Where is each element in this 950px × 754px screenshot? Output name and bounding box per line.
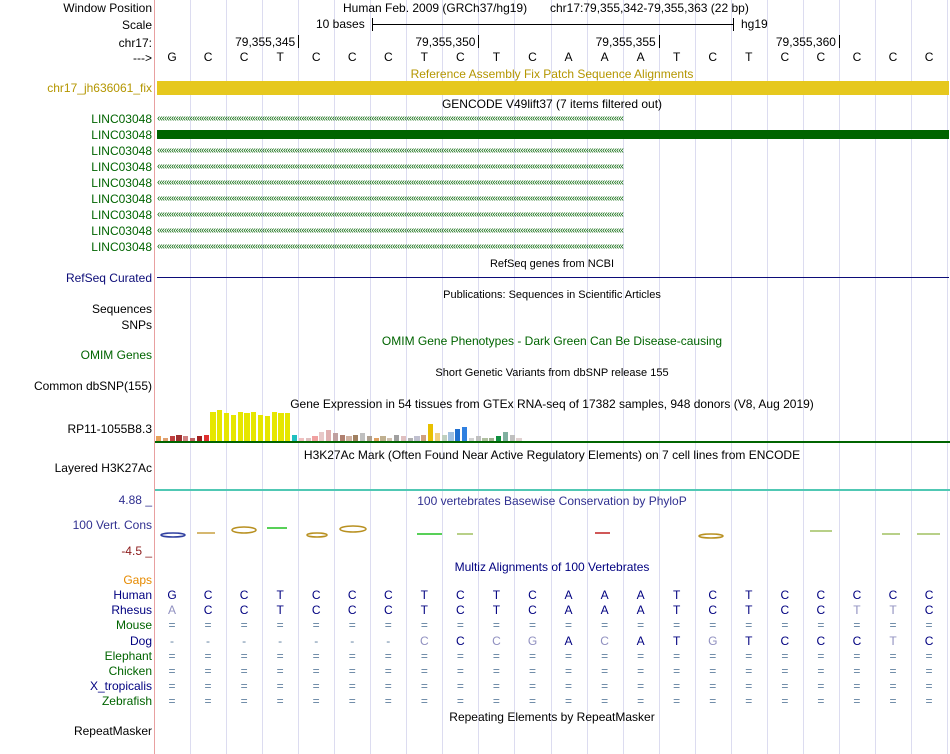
alignment-base: C	[816, 588, 826, 602]
alignment-base: =	[492, 679, 500, 694]
alignment-base: C	[708, 603, 718, 618]
reference-base: C	[780, 50, 790, 64]
alignment-base: =	[420, 664, 428, 678]
assembly-name: Human Feb. 2009 (GRCh37/hg19)	[343, 1, 528, 15]
gencode-intron-arrows[interactable]: ‹‹‹‹‹‹‹‹‹‹‹‹‹‹‹‹‹‹‹‹‹‹‹‹‹‹‹‹‹‹‹‹‹‹‹‹‹‹‹‹‹‹‹‹‹‹‹‹‹‹‹‹‹‹‹‹‹‹‹‹‹‹‹‹‹‹‹‹‹‹‹‹‹‹‹‹‹‹‹‹‹‹‹‹‹‹‹‹‹‹‹‹‹‹‹‹‹‹‹‹‹‹‹‹‹‹‹‹‹‹‹‹‹‹‹‹‹‹‹‹‹‹‹‹‹‹‹‹‹‹‹‹‹‹‹‹‹‹‹‹‹‹‹‹‹‹‹‹‹‹‹‹‹‹‹‹‹‹‹‹‹‹‹‹‹‹‹‹‹‹‹‹‹‹‹‹‹‹‹‹‹‹‹‹‹‹‹‹‹‹‹‹‹‹‹‹‹‹‹‹	[157, 114, 624, 123]
alignment-base: =	[420, 648, 428, 663]
alignment-base: =	[889, 664, 897, 678]
reference-base: T	[745, 50, 753, 64]
alignment-base: T	[420, 603, 429, 618]
gaps-label[interactable]: Gaps	[123, 573, 152, 587]
alignment-base: =	[276, 664, 284, 678]
alignment-base: A	[564, 603, 573, 618]
reference-base: A	[600, 50, 609, 64]
alignment-base: C	[492, 633, 501, 648]
gencode-intron-arrows[interactable]: ‹‹‹‹‹‹‹‹‹‹‹‹‹‹‹‹‹‹‹‹‹‹‹‹‹‹‹‹‹‹‹‹‹‹‹‹‹‹‹‹‹‹‹‹‹‹‹‹‹‹‹‹‹‹‹‹‹‹‹‹‹‹‹‹‹‹‹‹‹‹‹‹‹‹‹‹‹‹‹‹‹‹‹‹‹‹‹‹‹‹‹‹‹‹‹‹‹‹‹‹‹‹‹‹‹‹‹‹‹‹‹‹‹‹‹‹‹‹‹‹‹‹‹‹‹‹‹‹‹‹‹‹‹‹‹‹‹‹‹‹‹‹‹‹‹‹‹‹‹‹‹‹‹‹‹‹‹‹‹‹‹‹‹‹‹‹‹‹‹‹‹‹‹‹‹‹‹‹‹‹‹‹‹‹‹‹‹‹‹‹‹‹‹‹‹‹‹‹‹‹	[157, 242, 624, 251]
reference-base: C	[852, 50, 862, 64]
cons-min-label: -4.5 _	[121, 544, 152, 558]
alignment-base: =	[348, 679, 356, 694]
alignment-base: =	[168, 664, 176, 678]
alignment-base: -	[206, 633, 211, 648]
alignment-base: C	[203, 603, 213, 618]
gencode-item-label[interactable]: LINC03048	[91, 128, 152, 142]
alignment-base: T	[889, 633, 897, 648]
alignment-base: =	[420, 618, 428, 633]
alignment-base: C	[780, 633, 790, 648]
alignment-base: =	[240, 648, 248, 663]
refseq-label[interactable]: RefSeq Curated	[65, 271, 152, 285]
alignment-base: =	[853, 679, 861, 694]
species-label[interactable]: Zebrafish	[101, 694, 152, 709]
alignment-base: =	[637, 648, 645, 663]
alignment-base: G	[167, 588, 177, 602]
gtex-tissue-bar[interactable]	[278, 413, 283, 441]
alignment-base: =	[492, 694, 500, 709]
alignment-base: =	[781, 664, 789, 678]
alignment-base: =	[817, 618, 825, 633]
alignment-base: T	[673, 633, 681, 648]
gtex-tissue-bar[interactable]	[244, 413, 249, 441]
species-label[interactable]: Dog	[129, 633, 152, 648]
alignment-base: =	[781, 694, 789, 709]
alignment-base: =	[565, 694, 573, 709]
gencode-intron-arrows[interactable]: ‹‹‹‹‹‹‹‹‹‹‹‹‹‹‹‹‹‹‹‹‹‹‹‹‹‹‹‹‹‹‹‹‹‹‹‹‹‹‹‹‹‹‹‹‹‹‹‹‹‹‹‹‹‹‹‹‹‹‹‹‹‹‹‹‹‹‹‹‹‹‹‹‹‹‹‹‹‹‹‹‹‹‹‹‹‹‹‹‹‹‹‹‹‹‹‹‹‹‹‹‹‹‹‹‹‹‹‹‹‹‹‹‹‹‹‹‹‹‹‹‹‹‹‹‹‹‹‹‹‹‹‹‹‹‹‹‹‹‹‹‹‹‹‹‹‹‹‹‹‹‹‹‹‹‹‹‹‹‹‹‹‹‹‹‹‹‹‹‹‹‹‹‹‹‹‹‹‹‹‹‹‹‹‹‹‹‹‹‹‹‹‹‹‹‹‹‹‹‹‹	[157, 146, 624, 155]
scale-label: Scale	[121, 18, 152, 32]
window-position-value[interactable]: chr17:79,355,342-79,355,363 (22 bp)	[550, 1, 749, 15]
alignment-base: T	[673, 603, 681, 618]
chr-label: chr17:	[118, 36, 152, 50]
alignment-base: A	[600, 603, 609, 618]
alignment-base: =	[168, 679, 176, 694]
alignment-base: =	[745, 679, 753, 694]
alignment-base: =	[348, 694, 356, 709]
alignment-base: =	[745, 694, 753, 709]
repeatmasker-track-title: Repeating Elements by RepeatMasker	[449, 710, 655, 724]
alignment-base: =	[709, 648, 717, 663]
gtex-track-title: Gene Expression in 54 tissues from GTEx RNA-seq of 17382 samples, 948 donors (V8, Aug 2019)	[290, 397, 814, 411]
scale-bar	[372, 24, 734, 25]
alignment-base: -	[242, 633, 247, 648]
alignment-base: =	[312, 694, 320, 709]
alignment-base: =	[528, 664, 536, 678]
species-label[interactable]: Rhesus	[111, 603, 152, 618]
alignment-base: =	[673, 648, 681, 663]
repeatmasker-label[interactable]: RepeatMasker	[73, 724, 152, 738]
alignment-base: C	[347, 603, 357, 618]
gtex-tissue-bar[interactable]	[231, 415, 236, 441]
coordinate-label: 79,355,360	[775, 35, 836, 49]
alignment-base: =	[528, 679, 536, 694]
alignment-base: =	[781, 648, 789, 663]
alignment-base: C	[456, 603, 465, 618]
alignment-base: C	[924, 633, 934, 648]
alignment-base: =	[781, 618, 789, 633]
alignment-base: =	[528, 694, 536, 709]
reference-base: C	[347, 50, 357, 64]
gtex-tissue-bar[interactable]	[462, 427, 467, 441]
dbsnp-track-title: Short Genetic Variants from dbSNP release 155	[435, 367, 669, 379]
alignment-base: G	[708, 633, 718, 648]
alignment-base: =	[565, 648, 573, 663]
alignment-base: T	[276, 603, 284, 618]
alignment-base: =	[889, 679, 897, 694]
gtex-tissue-bar[interactable]	[448, 432, 453, 441]
alignment-base: =	[456, 664, 464, 678]
alignment-base: -	[170, 633, 174, 648]
alignment-base: -	[278, 633, 283, 648]
reference-base: C	[239, 50, 249, 64]
alignment-base: =	[925, 664, 933, 678]
alignment-base: C	[852, 633, 862, 648]
gtex-tissue-bar[interactable]	[428, 424, 433, 441]
alignment-base: A	[564, 588, 573, 602]
alignment-base: -	[386, 633, 391, 648]
alignment-base: =	[240, 664, 248, 678]
alignment-base: C	[780, 588, 790, 602]
species-label[interactable]: Chicken	[108, 664, 152, 678]
gtex-tissue-bar[interactable]	[319, 432, 324, 441]
gencode-intron-arrows[interactable]: ‹‹‹‹‹‹‹‹‹‹‹‹‹‹‹‹‹‹‹‹‹‹‹‹‹‹‹‹‹‹‹‹‹‹‹‹‹‹‹‹‹‹‹‹‹‹‹‹‹‹‹‹‹‹‹‹‹‹‹‹‹‹‹‹‹‹‹‹‹‹‹‹‹‹‹‹‹‹‹‹‹‹‹‹‹‹‹‹‹‹‹‹‹‹‹‹‹‹‹‹‹‹‹‹‹‹‹‹‹‹‹‹‹‹‹‹‹‹‹‹‹‹‹‹‹‹‹‹‹‹‹‹‹‹‹‹‹‹‹‹‹‹‹‹‹‹‹‹‹‹‹‹‹‹‹‹‹‹‹‹‹‹‹‹‹‹‹‹‹‹‹‹‹‹‹‹‹‹‹‹‹‹‹‹‹‹‹‹‹‹‹‹‹‹‹‹‹‹‹‹	[157, 178, 624, 187]
gencode-intron-arrows[interactable]: ‹‹‹‹‹‹‹‹‹‹‹‹‹‹‹‹‹‹‹‹‹‹‹‹‹‹‹‹‹‹‹‹‹‹‹‹‹‹‹‹‹‹‹‹‹‹‹‹‹‹‹‹‹‹‹‹‹‹‹‹‹‹‹‹‹‹‹‹‹‹‹‹‹‹‹‹‹‹‹‹‹‹‹‹‹‹‹‹‹‹‹‹‹‹‹‹‹‹‹‹‹‹‹‹‹‹‹‹‹‹‹‹‹‹‹‹‹‹‹‹‹‹‹‹‹‹‹‹‹‹‹‹‹‹‹‹‹‹‹‹‹‹‹‹‹‹‹‹‹‹‹‹‹‹‹‹‹‹‹‹‹‹‹‹‹‹‹‹‹‹‹‹‹‹‹‹‹‹‹‹‹‹‹‹‹‹‹‹‹‹‹‹‹‹‹‹‹‹‹‹	[157, 226, 624, 235]
fix-patch-label[interactable]: chr17_jh636061_fix	[47, 81, 152, 95]
alignment-base: =	[673, 679, 681, 694]
alignment-base: =	[889, 618, 897, 633]
dbsnp-label[interactable]: Common dbSNP(155)	[33, 379, 152, 393]
alignment-base: =	[348, 618, 356, 633]
gtex-tissue-bar[interactable]	[224, 413, 229, 441]
alignment-base: C	[456, 633, 465, 648]
gencode-intron-arrows[interactable]: ‹‹‹‹‹‹‹‹‹‹‹‹‹‹‹‹‹‹‹‹‹‹‹‹‹‹‹‹‹‹‹‹‹‹‹‹‹‹‹‹‹‹‹‹‹‹‹‹‹‹‹‹‹‹‹‹‹‹‹‹‹‹‹‹‹‹‹‹‹‹‹‹‹‹‹‹‹‹‹‹‹‹‹‹‹‹‹‹‹‹‹‹‹‹‹‹‹‹‹‹‹‹‹‹‹‹‹‹‹‹‹‹‹‹‹‹‹‹‹‹‹‹‹‹‹‹‹‹‹‹‹‹‹‹‹‹‹‹‹‹‹‹‹‹‹‹‹‹‹‹‹‹‹‹‹‹‹‹‹‹‹‹‹‹‹‹‹‹‹‹‹‹‹‹‹‹‹‹‹‹‹‹‹‹‹‹‹‹‹‹‹‹‹‹‹‹‹‹‹‹	[157, 194, 624, 203]
alignment-base: =	[925, 618, 933, 633]
h3k27ac-track-title: H3K27Ac Mark (Often Found Near Active Regulatory Elements) on 7 cell lines from ENCODE	[303, 448, 801, 462]
gtex-tissue-bar[interactable]	[435, 433, 440, 441]
scale-bar-left-tick	[372, 18, 373, 31]
alignment-base: =	[817, 664, 825, 678]
reference-base: A	[636, 50, 645, 64]
alignment-base: =	[817, 648, 825, 663]
scale-text: 10 bases	[316, 17, 365, 31]
h3k27ac-signal-line	[155, 489, 950, 491]
alignment-base: =	[853, 648, 861, 663]
alignment-base: =	[637, 679, 645, 694]
alignment-base: C	[347, 588, 357, 602]
alignment-base: A	[636, 603, 645, 618]
gtex-tissue-bar[interactable]	[210, 412, 215, 441]
refseq-line[interactable]	[157, 277, 949, 278]
alignment-base: -	[314, 633, 319, 648]
alignment-base: =	[168, 648, 176, 663]
alignment-base: C	[383, 588, 393, 602]
label-divider[interactable]	[154, 0, 155, 754]
species-label[interactable]: Mouse	[115, 618, 152, 633]
cons-max-label: 4.88 _	[118, 493, 152, 507]
alignment-base: =	[565, 679, 573, 694]
alignment-base: =	[204, 664, 212, 678]
gtex-tissue-bar[interactable]	[333, 433, 338, 441]
gencode-track-title: GENCODE V49lift37 (7 items filtered out)	[441, 97, 663, 111]
alignment-base: =	[384, 618, 392, 633]
alignment-base: C	[924, 603, 934, 618]
gencode-item-label[interactable]: LINC03048	[91, 144, 152, 158]
alignment-base: C	[528, 588, 537, 602]
gencode-item-label[interactable]: LINC03048	[91, 208, 152, 222]
gencode-item-label[interactable]: LINC03048	[91, 224, 152, 238]
coordinate-label: 79,355,355	[595, 35, 656, 49]
alignment-base: =	[565, 618, 573, 633]
reference-base: C	[888, 50, 898, 64]
gtex-tissue-bar[interactable]	[238, 412, 243, 441]
alignment-base: C	[816, 603, 826, 618]
gtex-tissue-bar[interactable]	[272, 412, 277, 441]
alignment-base: T	[745, 633, 753, 648]
alignment-base: =	[853, 664, 861, 678]
multiz-track-title: Multiz Alignments of 100 Vertebrates	[454, 560, 650, 574]
strand-arrow-label: --->	[133, 51, 152, 65]
alignment-base: C	[203, 588, 213, 602]
species-label[interactable]: Human	[113, 588, 152, 602]
alignment-base: =	[817, 694, 825, 709]
alignment-base: T	[853, 603, 861, 618]
alignment-base: =	[384, 664, 392, 678]
alignment-base: A	[636, 588, 645, 602]
alignment-base: C	[600, 633, 609, 648]
alignment-base: =	[492, 664, 500, 678]
reference-base: C	[456, 50, 465, 64]
coordinate-tick	[478, 35, 479, 48]
alignment-base: =	[781, 679, 789, 694]
alignment-base: C	[708, 588, 718, 602]
reference-base: T	[276, 50, 284, 64]
alignment-base: =	[601, 679, 609, 694]
alignment-base: C	[383, 603, 393, 618]
alignment-base: C	[239, 603, 249, 618]
alignment-base: A	[600, 588, 609, 602]
coordinate-tick	[298, 35, 299, 48]
alignment-base: =	[420, 694, 428, 709]
alignment-base: =	[276, 694, 284, 709]
alignment-base: G	[527, 633, 538, 648]
refseq-track-title: RefSeq genes from NCBI	[489, 258, 615, 270]
reference-base: T	[492, 50, 501, 64]
alignment-base: =	[637, 694, 645, 709]
reference-base: A	[564, 50, 573, 64]
gencode-item-label[interactable]: LINC03048	[91, 160, 152, 174]
alignment-base: =	[925, 648, 933, 663]
cons-label[interactable]: 100 Vert. Cons	[72, 518, 152, 532]
alignment-base: =	[420, 679, 428, 694]
gencode-item-label[interactable]: LINC03048	[91, 176, 152, 190]
omim-label[interactable]: OMIM Genes	[80, 348, 152, 362]
reference-base: G	[167, 50, 177, 64]
alignment-base: =	[745, 648, 753, 663]
alignment-base: T	[745, 588, 753, 602]
alignment-base: =	[204, 648, 212, 663]
gtex-baseline	[155, 441, 950, 443]
alignment-base: T	[492, 603, 501, 618]
alignment-base: -	[350, 633, 355, 648]
gencode-exon-bar[interactable]	[157, 130, 949, 139]
alignment-base: =	[817, 679, 825, 694]
alignment-base: =	[240, 618, 248, 633]
alignment-base: C	[852, 588, 862, 602]
alignment-base: =	[456, 618, 464, 633]
coordinate-label: 79,355,345	[235, 35, 296, 49]
alignment-base: =	[456, 694, 464, 709]
alignment-base: T	[420, 588, 429, 602]
alignment-base: =	[528, 648, 536, 663]
fix-patch-bar[interactable]	[157, 81, 949, 95]
alignment-base: =	[456, 648, 464, 663]
alignment-base: =	[168, 694, 176, 709]
alignment-base: T	[276, 588, 284, 602]
alignment-base: =	[384, 694, 392, 709]
gtex-tissue-bar[interactable]	[217, 410, 222, 441]
alignment-base: =	[601, 648, 609, 663]
alignment-base: T	[673, 588, 681, 602]
alignment-base: =	[384, 648, 392, 663]
gtex-tissue-bar[interactable]	[326, 430, 331, 441]
alignment-base: =	[312, 664, 320, 678]
alignment-base: =	[204, 694, 212, 709]
coordinate-label: 79,355,350	[415, 35, 476, 49]
reference-base: C	[311, 50, 321, 64]
coordinate-tick	[659, 35, 660, 48]
alignment-base: =	[673, 664, 681, 678]
gtex-tissue-bar[interactable]	[285, 413, 290, 441]
alignment-base: A	[167, 603, 176, 618]
alignment-base: =	[384, 679, 392, 694]
alignment-base: =	[312, 679, 320, 694]
alignment-base: =	[240, 679, 248, 694]
alignment-base: =	[673, 618, 681, 633]
alignment-base: T	[889, 603, 897, 618]
coordinate-tick	[839, 35, 840, 48]
alignment-base: =	[168, 618, 176, 633]
reference-base: C	[528, 50, 537, 64]
alignment-base: =	[745, 618, 753, 633]
alignment-base: =	[348, 664, 356, 678]
snps-label[interactable]: SNPs	[121, 318, 152, 332]
publications-track-title: Publications: Sequences in Scientific Articles	[443, 289, 661, 301]
alignment-base: T	[492, 588, 501, 602]
alignment-base: =	[601, 664, 609, 678]
gtex-tissue-bar[interactable]	[258, 415, 263, 441]
cons-logo-glyphs	[155, 520, 950, 542]
gencode-intron-arrows[interactable]: ‹‹‹‹‹‹‹‹‹‹‹‹‹‹‹‹‹‹‹‹‹‹‹‹‹‹‹‹‹‹‹‹‹‹‹‹‹‹‹‹‹‹‹‹‹‹‹‹‹‹‹‹‹‹‹‹‹‹‹‹‹‹‹‹‹‹‹‹‹‹‹‹‹‹‹‹‹‹‹‹‹‹‹‹‹‹‹‹‹‹‹‹‹‹‹‹‹‹‹‹‹‹‹‹‹‹‹‹‹‹‹‹‹‹‹‹‹‹‹‹‹‹‹‹‹‹‹‹‹‹‹‹‹‹‹‹‹‹‹‹‹‹‹‹‹‹‹‹‹‹‹‹‹‹‹‹‹‹‹‹‹‹‹‹‹‹‹‹‹‹‹‹‹‹‹‹‹‹‹‹‹‹‹‹‹‹‹‹‹‹‹‹‹‹‹‹‹‹‹‹	[157, 210, 624, 219]
alignment-base: =	[673, 694, 681, 709]
alignment-base: C	[780, 603, 790, 618]
alignment-base: =	[492, 618, 500, 633]
scale-bar-right-tick	[733, 18, 734, 31]
alignment-base: A	[636, 633, 645, 648]
alignment-base: =	[276, 679, 284, 694]
gtex-tissue-bar[interactable]	[503, 432, 508, 441]
alignment-base: =	[565, 664, 573, 678]
cons-track-title: 100 vertebrates Basewise Conservation by PhyloP	[417, 494, 687, 508]
gtex-tissue-bar[interactable]	[455, 429, 460, 441]
species-label[interactable]: Elephant	[104, 648, 152, 663]
alignment-base: =	[312, 648, 320, 663]
fix-patch-track-title: Reference Assembly Fix Patch Sequence Alignments	[410, 67, 694, 81]
alignment-base: C	[888, 588, 898, 602]
alignment-base: =	[709, 679, 717, 694]
alignment-base: =	[709, 694, 717, 709]
sequences-label[interactable]: Sequences	[91, 302, 152, 316]
alignment-base: A	[564, 633, 573, 648]
gtex-tissue-bar[interactable]	[251, 412, 256, 441]
gencode-item-label[interactable]: LINC03048	[91, 192, 152, 206]
gencode-intron-arrows[interactable]: ‹‹‹‹‹‹‹‹‹‹‹‹‹‹‹‹‹‹‹‹‹‹‹‹‹‹‹‹‹‹‹‹‹‹‹‹‹‹‹‹‹‹‹‹‹‹‹‹‹‹‹‹‹‹‹‹‹‹‹‹‹‹‹‹‹‹‹‹‹‹‹‹‹‹‹‹‹‹‹‹‹‹‹‹‹‹‹‹‹‹‹‹‹‹‹‹‹‹‹‹‹‹‹‹‹‹‹‹‹‹‹‹‹‹‹‹‹‹‹‹‹‹‹‹‹‹‹‹‹‹‹‹‹‹‹‹‹‹‹‹‹‹‹‹‹‹‹‹‹‹‹‹‹‹‹‹‹‹‹‹‹‹‹‹‹‹‹‹‹‹‹‹‹‹‹‹‹‹‹‹‹‹‹‹‹‹‹‹‹‹‹‹‹‹‹‹‹‹‹‹	[157, 162, 624, 171]
omim-track-title: OMIM Gene Phenotypes - Dark Green Can Be Disease-causing	[381, 334, 723, 348]
alignment-base: =	[889, 648, 897, 663]
alignment-base: C	[456, 588, 465, 602]
gencode-item-label[interactable]: LINC03048	[91, 112, 152, 126]
alignment-base: C	[420, 633, 429, 648]
reference-base: C	[203, 50, 213, 64]
h3k27ac-label[interactable]: Layered H3K27Ac	[54, 461, 152, 475]
alignment-base: T	[745, 603, 753, 618]
alignment-base: =	[492, 648, 500, 663]
alignment-base: =	[637, 664, 645, 678]
reference-base: T	[420, 50, 429, 64]
alignment-base: =	[204, 618, 212, 633]
alignment-base: =	[276, 618, 284, 633]
reference-base: T	[673, 50, 681, 64]
alignment-base: =	[204, 679, 212, 694]
alignment-base: C	[311, 588, 321, 602]
gencode-item-label[interactable]: LINC03048	[91, 240, 152, 254]
alignment-base: =	[745, 664, 753, 678]
alignment-base: C	[239, 588, 249, 602]
alignment-base: =	[925, 694, 933, 709]
alignment-base: =	[348, 648, 356, 663]
alignment-base: C	[528, 603, 537, 618]
alignment-base: C	[924, 588, 934, 602]
alignment-base: =	[601, 618, 609, 633]
alignment-base: =	[853, 694, 861, 709]
alignment-base: =	[456, 679, 464, 694]
alignment-base: C	[816, 633, 826, 648]
gtex-gene-label[interactable]: RP11-1055B8.3	[67, 422, 152, 436]
alignment-base: =	[853, 618, 861, 633]
reference-base: C	[383, 50, 393, 64]
alignment-base: =	[709, 618, 717, 633]
window-position-label: Window Position	[63, 1, 152, 15]
db-name: hg19	[741, 17, 768, 31]
reference-base: C	[816, 50, 826, 64]
gtex-tissue-bar[interactable]	[360, 433, 365, 441]
alignment-base: =	[240, 694, 248, 709]
alignment-base: =	[601, 694, 609, 709]
alignment-base: =	[889, 694, 897, 709]
alignment-base: C	[311, 603, 321, 618]
gtex-tissue-bar[interactable]	[265, 416, 270, 441]
reference-base: C	[924, 50, 934, 64]
alignment-base: =	[312, 618, 320, 633]
alignment-base: =	[276, 648, 284, 663]
alignment-base: =	[709, 664, 717, 678]
species-label[interactable]: X_tropicalis	[89, 679, 152, 694]
alignment-base: =	[528, 618, 536, 633]
reference-base: C	[708, 50, 718, 64]
alignment-base: =	[925, 679, 933, 694]
alignment-base: =	[637, 618, 645, 633]
